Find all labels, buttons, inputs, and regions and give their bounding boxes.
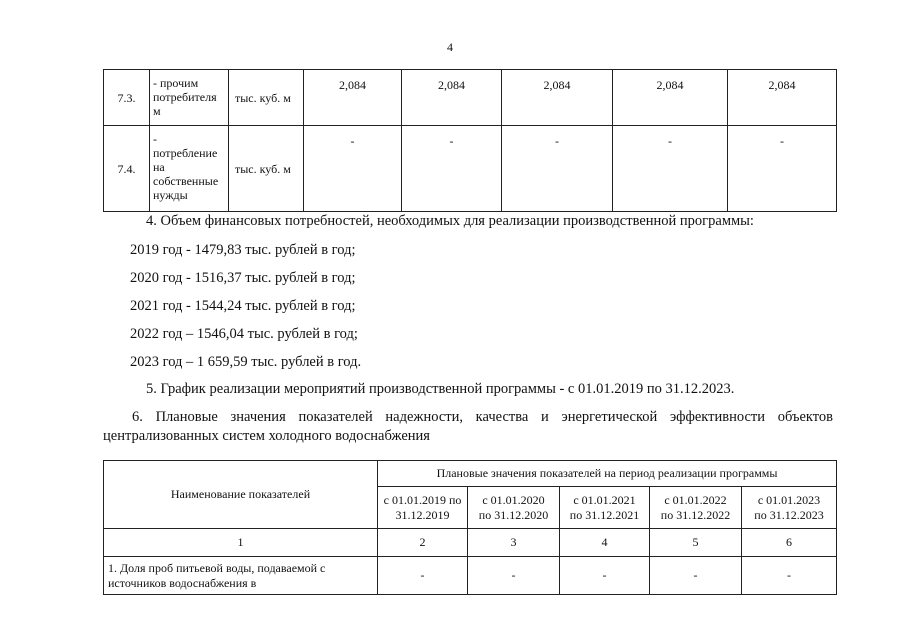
table-cell: - xyxy=(728,126,837,212)
finance-line-2022: 2022 год – 1546,04 тыс. рублей в год; xyxy=(130,326,358,342)
table-cell: 2,084 xyxy=(402,70,502,126)
table-cell: 2,084 xyxy=(728,70,837,126)
table-cell: 2,084 xyxy=(613,70,728,126)
period-header: Плановые значения показателей на период реализации программы xyxy=(378,461,837,487)
table-cell: - xyxy=(502,126,613,212)
column-number-row xyxy=(104,529,837,557)
column-number: 6 xyxy=(742,529,837,557)
period-2023: с 01.01.2023 по 31.12.2023 xyxy=(742,487,837,529)
row-name: - прочим потребителя м xyxy=(150,70,229,126)
page-number: 4 xyxy=(447,40,453,54)
table-cell: 2,084 xyxy=(304,70,402,126)
row-unit: тыс. куб. м xyxy=(229,126,304,212)
table-cell: - xyxy=(468,557,560,595)
row-number: 7.3. xyxy=(104,70,150,126)
section-4-heading: 4. Объем финансовых потребностей, необходимых для реализации производственной программы: xyxy=(146,213,754,229)
table-cell: - xyxy=(613,126,728,212)
table-cell: - xyxy=(378,557,468,595)
indicators-table xyxy=(103,460,837,595)
column-number: 4 xyxy=(560,529,650,557)
table-cell: - xyxy=(650,557,742,595)
row-name: - потребление на собственные нужды xyxy=(150,126,229,212)
period-2019: с 01.01.2019 по 31.12.2019 xyxy=(378,487,468,529)
section-5-text: 5. График реализации мероприятий производственной программы - с 01.01.2019 по 31.12.2023. xyxy=(146,381,735,397)
table-cell: - xyxy=(402,126,502,212)
table-cell: - xyxy=(304,126,402,212)
finance-line-2019: 2019 год - 1479,83 тыс. рублей в год; xyxy=(130,242,356,258)
column-number: 1 xyxy=(104,529,378,557)
finance-line-2021: 2021 год - 1544,24 тыс. рублей в год; xyxy=(130,298,356,314)
period-2020: с 01.01.2020 по 31.12.2020 xyxy=(468,487,560,529)
period-2022: с 01.01.2022 по 31.12.2022 xyxy=(650,487,742,529)
indicator-name: 1. Доля проб питьевой воды, подаваемой с источников водоснабжения в xyxy=(104,557,378,595)
table-cell: - xyxy=(560,557,650,595)
period-2021: с 01.01.2021 по 31.12.2021 xyxy=(560,487,650,529)
column-number: 2 xyxy=(378,529,468,557)
table-cell: - xyxy=(742,557,837,595)
table-row xyxy=(104,70,837,126)
column-number: 5 xyxy=(650,529,742,557)
finance-line-2020: 2020 год - 1516,37 тыс. рублей в год; xyxy=(130,270,356,286)
row-unit: тыс. куб. м xyxy=(229,70,304,126)
indicator-name-header: Наименование показателей xyxy=(104,461,378,529)
table-row xyxy=(104,126,837,212)
table-row xyxy=(104,557,837,595)
row-number: 7.4. xyxy=(104,126,150,212)
section-6-text: 6. Плановые значения показателей надежности, качества и энергетической эффективности объектов централизованных систем холодного водоснабжения xyxy=(103,409,833,444)
table-header-row xyxy=(104,461,837,487)
finance-line-2023: 2023 год – 1 659,59 тыс. рублей в год. xyxy=(130,354,362,370)
column-number: 3 xyxy=(468,529,560,557)
consumption-table xyxy=(103,69,837,212)
table-cell: 2,084 xyxy=(502,70,613,126)
